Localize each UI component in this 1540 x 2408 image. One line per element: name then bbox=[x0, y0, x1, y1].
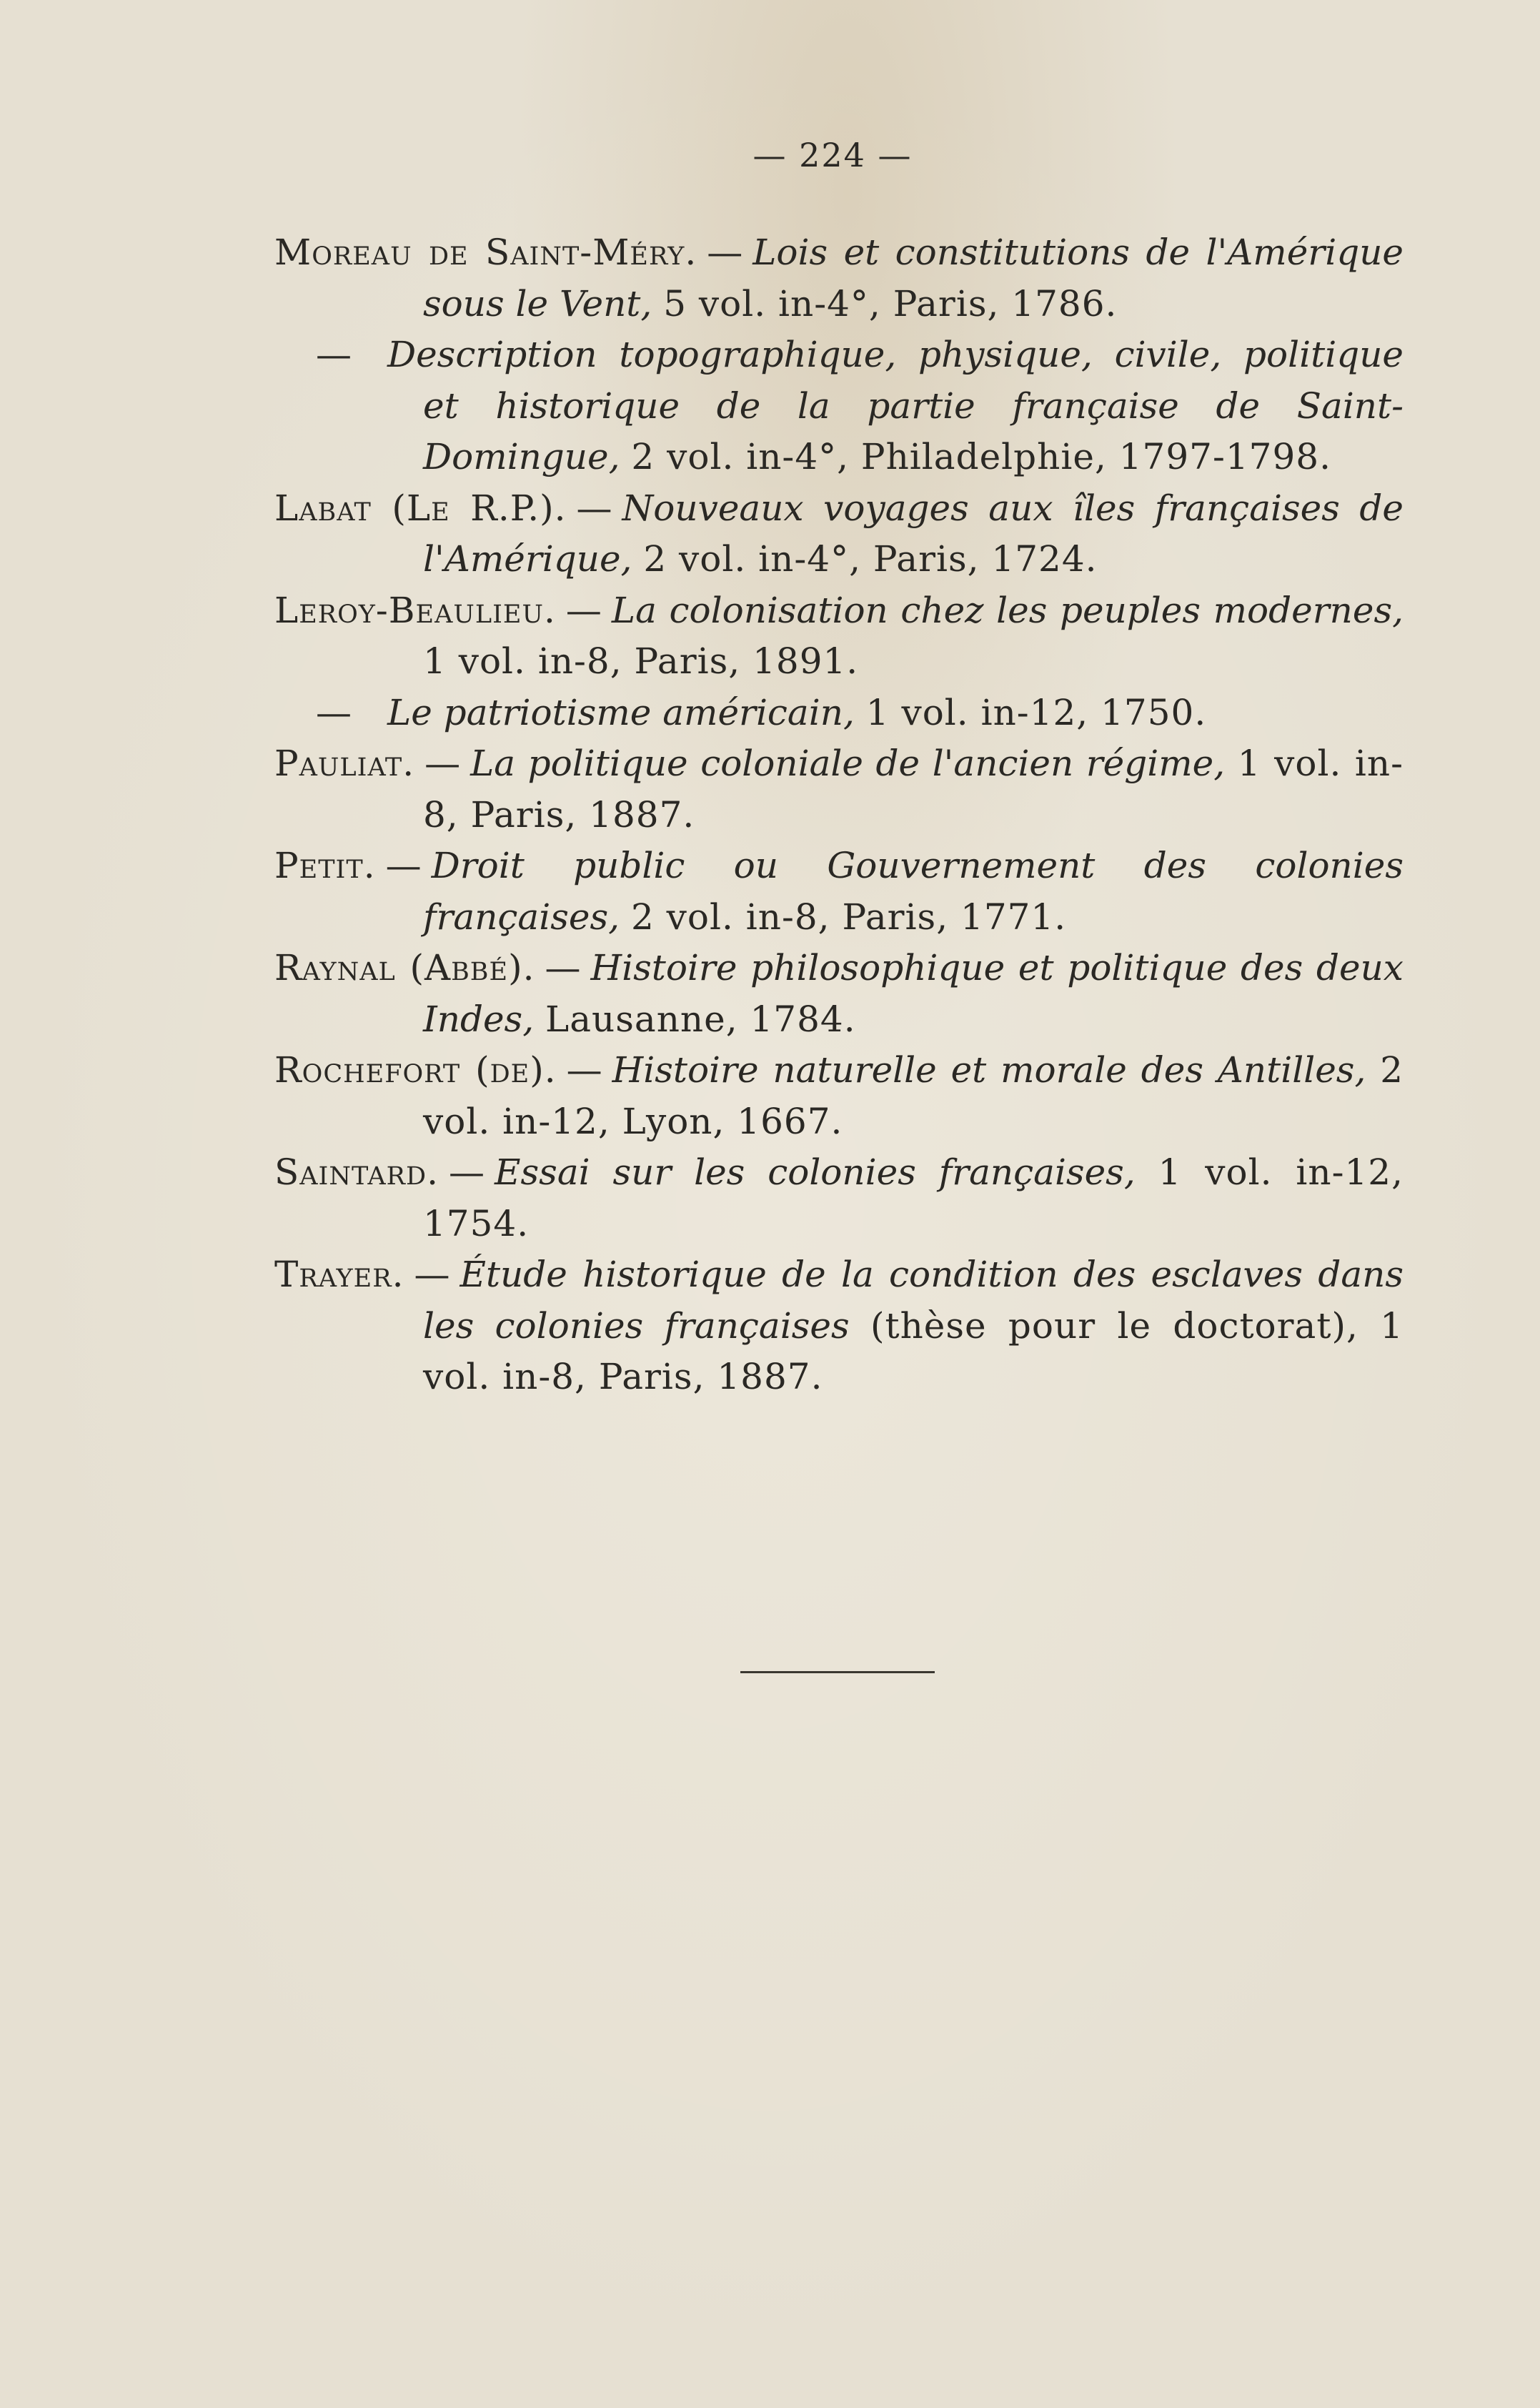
entry-publication: 2 vol. in-12, Lyon, 1667. bbox=[423, 1049, 1404, 1142]
entry-publication: 2 vol. in-4°, Philadelphie, 1797-1798. bbox=[631, 436, 1332, 477]
entry-author: Trayer. bbox=[274, 1254, 404, 1295]
bibliography-entry bbox=[274, 585, 1404, 688]
entry-title: Description topographique, physique, civile, politique et historique de la partie française de Saint-Domingue, bbox=[387, 334, 1404, 477]
entry-separator: — bbox=[424, 743, 461, 784]
entry-publication: 5 vol. in-4°, Paris, 1786. bbox=[663, 282, 1118, 324]
bibliography-entry bbox=[274, 1147, 1404, 1249]
entry-title: Lois et constitutions de l'Amérique sous le Vent, bbox=[423, 232, 1404, 324]
entry-separator: — bbox=[385, 845, 422, 886]
entry-title: Étude historique de la condition des esclaves dans les colonies françaises bbox=[423, 1254, 1404, 1347]
bibliography-entry bbox=[274, 1045, 1404, 1147]
entry-author: Petit. bbox=[274, 845, 376, 886]
entry-ditto-dash: — bbox=[316, 334, 352, 375]
bibliography-entry bbox=[274, 841, 1404, 943]
end-rule-divider bbox=[740, 1671, 935, 1673]
bibliography-entry bbox=[274, 227, 1404, 330]
entry-author: Saintard. bbox=[274, 1151, 439, 1193]
bibliography-entry bbox=[274, 483, 1404, 585]
entry-title: Nouveaux voyages aux îles françaises de l'Amérique, bbox=[423, 487, 1404, 580]
entry-title: Le patriotisme américain, bbox=[387, 691, 855, 733]
entry-publication: 1 vol. in-8, Paris, 1887. bbox=[423, 743, 1404, 836]
entry-title: Droit public ou Gouvernement des colonies françaises, bbox=[423, 845, 1404, 938]
entry-publication: 2 vol. in-8, Paris, 1771. bbox=[630, 896, 1067, 938]
entry-title: La colonisation chez les peuples modernes, bbox=[611, 589, 1404, 631]
entry-title: Histoire philosophique et politique des deux Indes, bbox=[423, 947, 1404, 1040]
entry-separator: — bbox=[449, 1151, 485, 1193]
entry-author: Pauliat. bbox=[274, 743, 415, 784]
entry-separator: — bbox=[707, 232, 743, 273]
entry-publication: 1 vol. in-12, 1750. bbox=[865, 691, 1207, 733]
entry-author: Moreau de Saint-Méry. bbox=[274, 232, 697, 273]
entry-author: Raynal (Abbé). bbox=[274, 947, 535, 989]
bibliography-subentry bbox=[274, 688, 1404, 739]
entry-separator: — bbox=[414, 1254, 450, 1295]
entry-separator: — bbox=[576, 487, 612, 529]
entry-title: La politique coloniale de l'ancien régime, bbox=[470, 743, 1226, 784]
bibliography-entry bbox=[274, 943, 1404, 1045]
entry-title: Essai sur les colonies françaises, bbox=[495, 1151, 1136, 1193]
bibliography-entry bbox=[274, 1249, 1404, 1403]
entry-title: Histoire naturelle et morale des Antilles, bbox=[612, 1049, 1366, 1091]
page-number: — 224 — bbox=[752, 136, 913, 174]
bibliography-entry bbox=[274, 738, 1404, 841]
entry-author: Labat (Le R.P.). bbox=[274, 487, 567, 529]
entry-separator: — bbox=[566, 1049, 602, 1091]
entry-ditto-dash: — bbox=[316, 691, 352, 733]
entry-publication: 1 vol. in-12, 1754. bbox=[423, 1151, 1404, 1244]
entry-author: Rochefort (de). bbox=[274, 1049, 557, 1091]
entry-publication: 1 vol. in-8, Paris, 1891. bbox=[423, 640, 859, 682]
entry-separator: — bbox=[565, 589, 602, 631]
entry-publication: (thèse pour le doctorat), 1 vol. in-8, Paris, 1887. bbox=[423, 1304, 1404, 1397]
bibliography-subentry bbox=[274, 330, 1404, 483]
entry-author: Leroy-Beaulieu. bbox=[274, 589, 556, 631]
entry-publication: 2 vol. in-4°, Paris, 1724. bbox=[643, 538, 1098, 580]
entry-publication: Lausanne, 1784. bbox=[545, 998, 856, 1040]
bibliography-list bbox=[274, 227, 1404, 1403]
entry-separator: — bbox=[545, 947, 581, 989]
